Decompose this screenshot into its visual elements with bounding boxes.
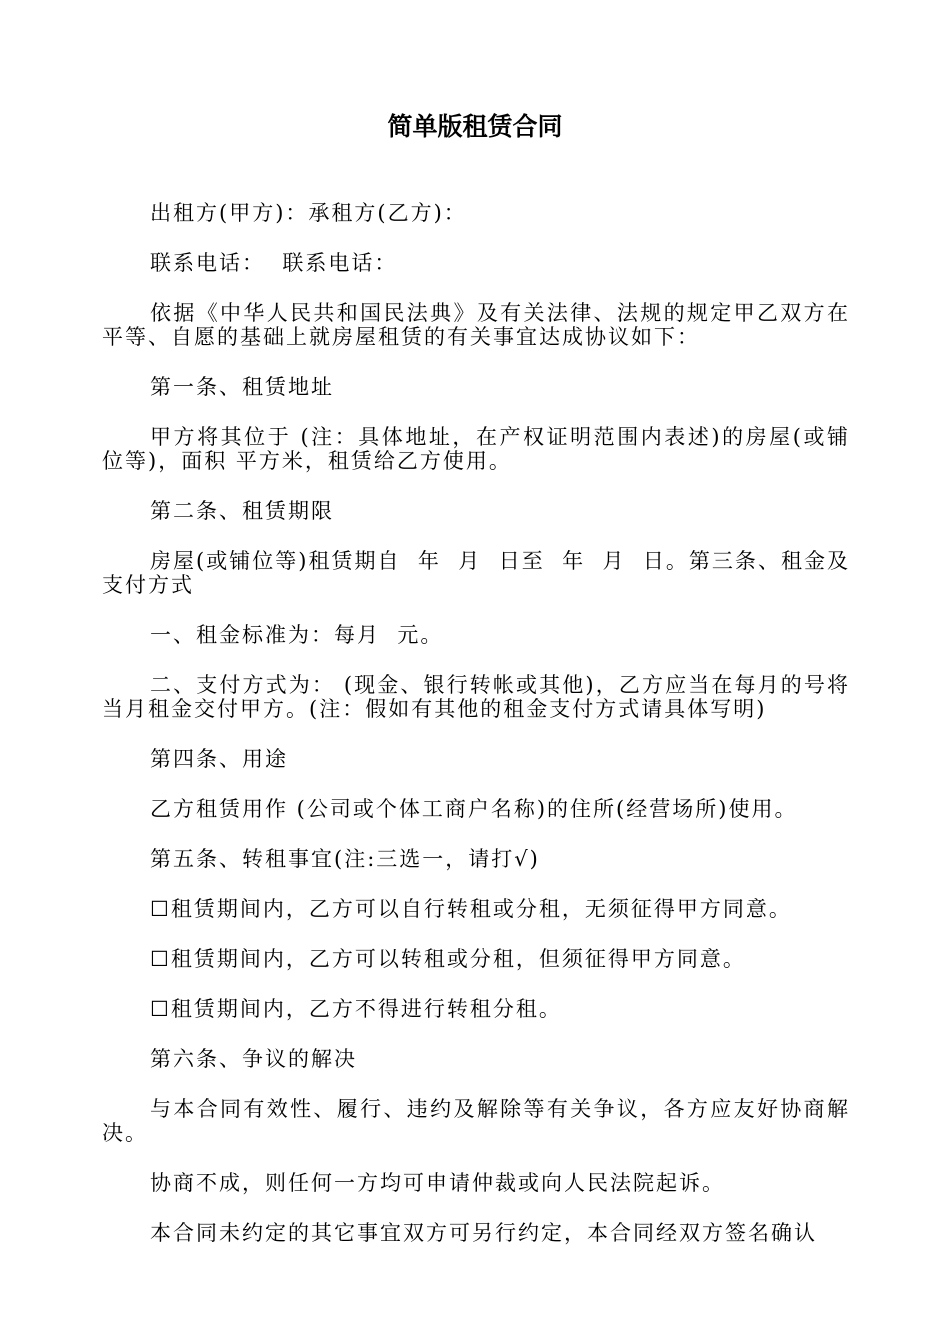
parties-line: 出租方(甲方)：承租方(乙方)：: [150, 201, 467, 225]
other-matters-line: 本合同未约定的其它事宜双方可另行约定，本合同经双方签名确认: [150, 1221, 817, 1245]
document-title: 简单版租赁合同: [387, 112, 563, 141]
article-6-heading: 第六条、争议的解决: [150, 1047, 357, 1071]
phone-line: 联系电话： 联系电话：: [150, 251, 398, 275]
article-5-heading: 第五条、转租事宜(注:三选一，请打√): [150, 847, 540, 871]
article-1-body: 甲方将其位于 (注：具体地址，在产权证明范围内表述)的房屋(或铺位等)，面积 平方米，租赁给乙方使用。: [102, 425, 850, 473]
sublet-option-3: ☐租赁期间内，乙方不得进行转租分租。: [150, 997, 562, 1021]
sublet-option-1: ☐租赁期间内，乙方可以自行转租或分租，无须征得甲方同意。: [150, 897, 792, 921]
article-2-body: 房屋(或铺位等)租赁期自 年 月 日至 年 月 日。第三条、租金及支付方式: [102, 549, 850, 597]
sublet-option-2: ☐租赁期间内，乙方可以转租或分租，但须征得甲方同意。: [150, 947, 746, 971]
article-4-body: 乙方租赁用作 (公司或个体工商户名称)的住所(经营场所)使用。: [150, 797, 798, 821]
preamble-paragraph: 依据《中华人民共和国民法典》及有关法律、法规的规定甲乙双方在平等、自愿的基础上就房屋租赁的有关事宜达成协议如下：: [102, 301, 850, 349]
dispute-paragraph: 与本合同有效性、履行、违约及解除等有关争议，各方应友好协商解决。: [102, 1097, 850, 1145]
article-1-heading: 第一条、租赁地址: [150, 375, 334, 399]
article-2-heading: 第二条、租赁期限: [150, 499, 334, 523]
payment-method-paragraph: 二、支付方式为： (现金、银行转帐或其他)，乙方应当在每月的号将当月租金交付甲方。(注：假如有其他的租金支付方式请具体写明): [102, 673, 850, 721]
litigation-line: 协商不成，则任何一方均可申请仲裁或向人民法院起诉。: [150, 1171, 725, 1195]
rent-standard-line: 一、租金标准为：每月 元。: [150, 623, 444, 647]
article-4-heading: 第四条、用途: [150, 747, 288, 771]
